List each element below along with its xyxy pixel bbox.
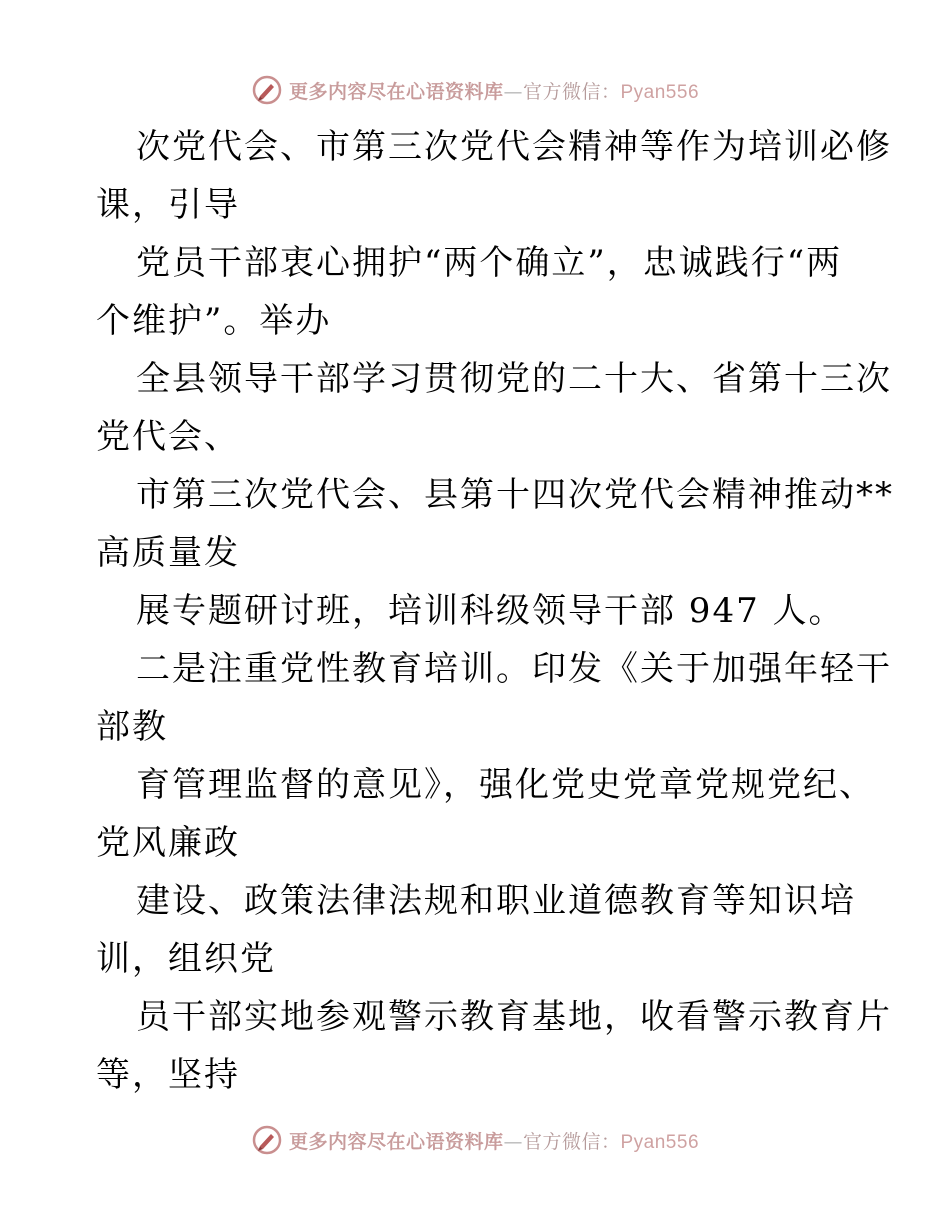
watermark-text xyxy=(289,1127,699,1154)
watermark-brand: 更多内容尽在心语资料库 xyxy=(288,1130,504,1153)
text-line: 党代会、 xyxy=(96,417,240,457)
text-line: 次党代会、市第三次党代会精神等作为培训必修 xyxy=(136,127,892,167)
watermark-id: Pyan556 xyxy=(620,81,700,103)
text-line: 等，坚持 xyxy=(96,1055,240,1095)
text-line: 建设、政策法律法规和职业道德教育等知识培 xyxy=(136,881,856,921)
watermark-dash: — xyxy=(503,80,523,103)
footer-watermark xyxy=(0,1120,950,1160)
watermark-sub: 官方微信： xyxy=(522,80,621,103)
watermark-sub: 官方微信： xyxy=(522,1130,621,1153)
text-line: 党风廉政 xyxy=(96,823,240,863)
text-line: 展专题研讨班，培训科级领导干部 947 人。 xyxy=(136,591,845,631)
text-line: 训，组织党 xyxy=(96,939,276,979)
header-watermark xyxy=(0,70,950,110)
text-line: 全县领导干部学习贯彻党的二十大、省第十三次 xyxy=(136,359,892,399)
watermark-id: Pyan556 xyxy=(620,1131,700,1153)
text-line: 党员干部衷心拥护“两个确立”，忠诚践行“两 xyxy=(136,243,843,283)
text-line: 市第三次党代会、县第十四次党代会精神推动** xyxy=(136,475,894,515)
text-line: 课，引导 xyxy=(96,185,240,225)
text-line: 部教 xyxy=(96,707,168,747)
pen-logo-icon xyxy=(251,74,283,106)
watermark-brand: 更多内容尽在心语资料库 xyxy=(288,80,504,103)
watermark-dash: — xyxy=(503,1130,523,1153)
text-line: 高质量发 xyxy=(96,533,240,573)
watermark-text xyxy=(289,77,699,104)
text-line: 二是注重党性教育培训。印发《关于加强年轻干 xyxy=(136,649,892,689)
text-line: 员干部实地参观警示教育基地，收看警示教育片 xyxy=(136,997,892,1037)
document-body xyxy=(96,118,894,1104)
pen-logo-icon xyxy=(251,1124,283,1156)
text-line: 育管理监督的意见》，强化党史党章党规党纪、 xyxy=(136,765,875,805)
text-line: 个维护”。举办 xyxy=(96,301,332,341)
